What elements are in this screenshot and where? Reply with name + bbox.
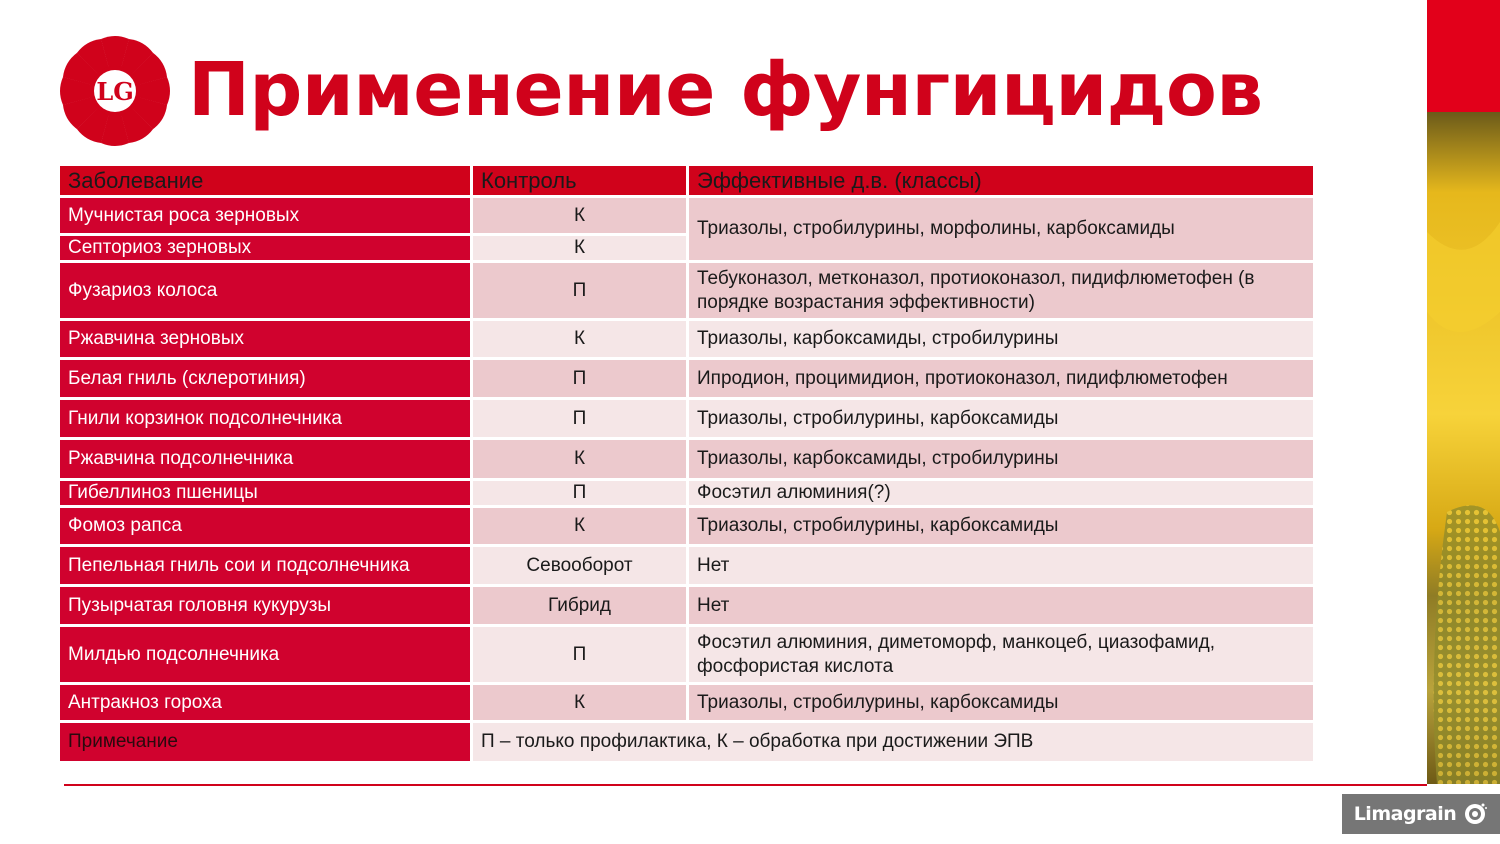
disease-cell: Фомоз рапса xyxy=(60,508,470,547)
table-row xyxy=(60,508,1313,547)
control-cell: К xyxy=(470,685,686,723)
control-cell: К xyxy=(470,236,686,263)
lg-swirl-icon xyxy=(1462,801,1488,827)
control-cell: П xyxy=(470,627,686,685)
table-row xyxy=(60,627,1313,685)
sunflower-image xyxy=(1427,112,1500,784)
disease-cell: Фузариоз колоса xyxy=(60,263,470,321)
decorative-side-band xyxy=(1427,0,1500,784)
note-label: Примечание xyxy=(60,723,470,764)
agents-cell: Нет xyxy=(686,547,1313,587)
control-cell: К xyxy=(470,321,686,360)
brand-name: Limagrain xyxy=(1353,803,1457,825)
limagrain-brand xyxy=(1342,794,1500,834)
disease-cell: Пузырчатая головня кукурузы xyxy=(60,587,470,627)
column-header: Эффективные д.в. (классы) xyxy=(686,166,1313,198)
control-cell: Гибрид xyxy=(470,587,686,627)
disease-cell: Антракноз гороха xyxy=(60,685,470,723)
disease-cell: Септориоз зерновых xyxy=(60,236,470,263)
agents-cell: Триазолы, карбоксамиды, стробилурины xyxy=(686,440,1313,481)
disease-cell: Милдью подсолнечника xyxy=(60,627,470,685)
agents-cell: Тебуконазол, метконазол, протиоконазол, пидифлюметофен (в порядке возрастания эффективности) xyxy=(686,263,1313,321)
agents-cell: Триазолы, стробилурины, карбоксамиды xyxy=(686,685,1313,723)
page-title: Применение фунгицидов xyxy=(188,47,1263,133)
disease-cell: Белая гниль (склеротиния) xyxy=(60,360,470,400)
disease-cell: Гибеллиноз пшеницы xyxy=(60,481,470,508)
svg-text:LG: LG xyxy=(96,77,134,106)
table-header-row xyxy=(60,166,1313,198)
disease-cell: Пепельная гниль сои и подсолнечника xyxy=(60,547,470,587)
agents-cell: Триазолы, стробилурины, морфолины, карбоксамиды xyxy=(686,198,1313,263)
agents-cell: Фосэтил алюминия(?) xyxy=(686,481,1313,508)
control-cell: П xyxy=(470,360,686,400)
table-row xyxy=(60,360,1313,400)
table-row xyxy=(60,547,1313,587)
control-cell: П xyxy=(470,481,686,508)
control-cell: П xyxy=(470,263,686,321)
agents-cell: Нет xyxy=(686,587,1313,627)
table-row xyxy=(60,263,1313,321)
control-cell: Севооборот xyxy=(470,547,686,587)
agents-cell: Фосэтил алюминия, диметоморф, манкоцеб, циазофамид, фосфористая кислота xyxy=(686,627,1313,685)
disease-cell: Гнили корзинок подсолнечника xyxy=(60,400,470,440)
lg-logo xyxy=(60,36,170,146)
table-row xyxy=(60,321,1313,360)
agents-cell: Ипродион, процимидион, протиоконазол, пидифлюметофен xyxy=(686,360,1313,400)
table-row xyxy=(60,440,1313,481)
footer-divider xyxy=(64,784,1427,786)
control-cell: П xyxy=(470,400,686,440)
note-row xyxy=(60,723,1313,764)
agents-cell: Триазолы, карбоксамиды, стробилурины xyxy=(686,321,1313,360)
table-row xyxy=(60,400,1313,440)
control-cell: К xyxy=(470,198,686,236)
table-row xyxy=(60,198,1313,236)
column-header: Контроль xyxy=(470,166,686,198)
control-cell: К xyxy=(470,440,686,481)
column-header: Заболевание xyxy=(60,166,470,198)
table-row xyxy=(60,587,1313,627)
table-row xyxy=(60,481,1313,508)
disease-cell: Мучнистая роса зерновых xyxy=(60,198,470,236)
table-row xyxy=(60,685,1313,723)
disease-cell: Ржавчина подсолнечника xyxy=(60,440,470,481)
agents-cell: Триазолы, стробилурины, карбоксамиды xyxy=(686,508,1313,547)
fungicide-table xyxy=(60,166,1313,764)
disease-cell: Ржавчина зерновых xyxy=(60,321,470,360)
control-cell: К xyxy=(470,508,686,547)
agents-cell: Триазолы, стробилурины, карбоксамиды xyxy=(686,400,1313,440)
note-text: П – только профилактика, К – обработка при достижении ЭПВ xyxy=(470,723,1313,764)
